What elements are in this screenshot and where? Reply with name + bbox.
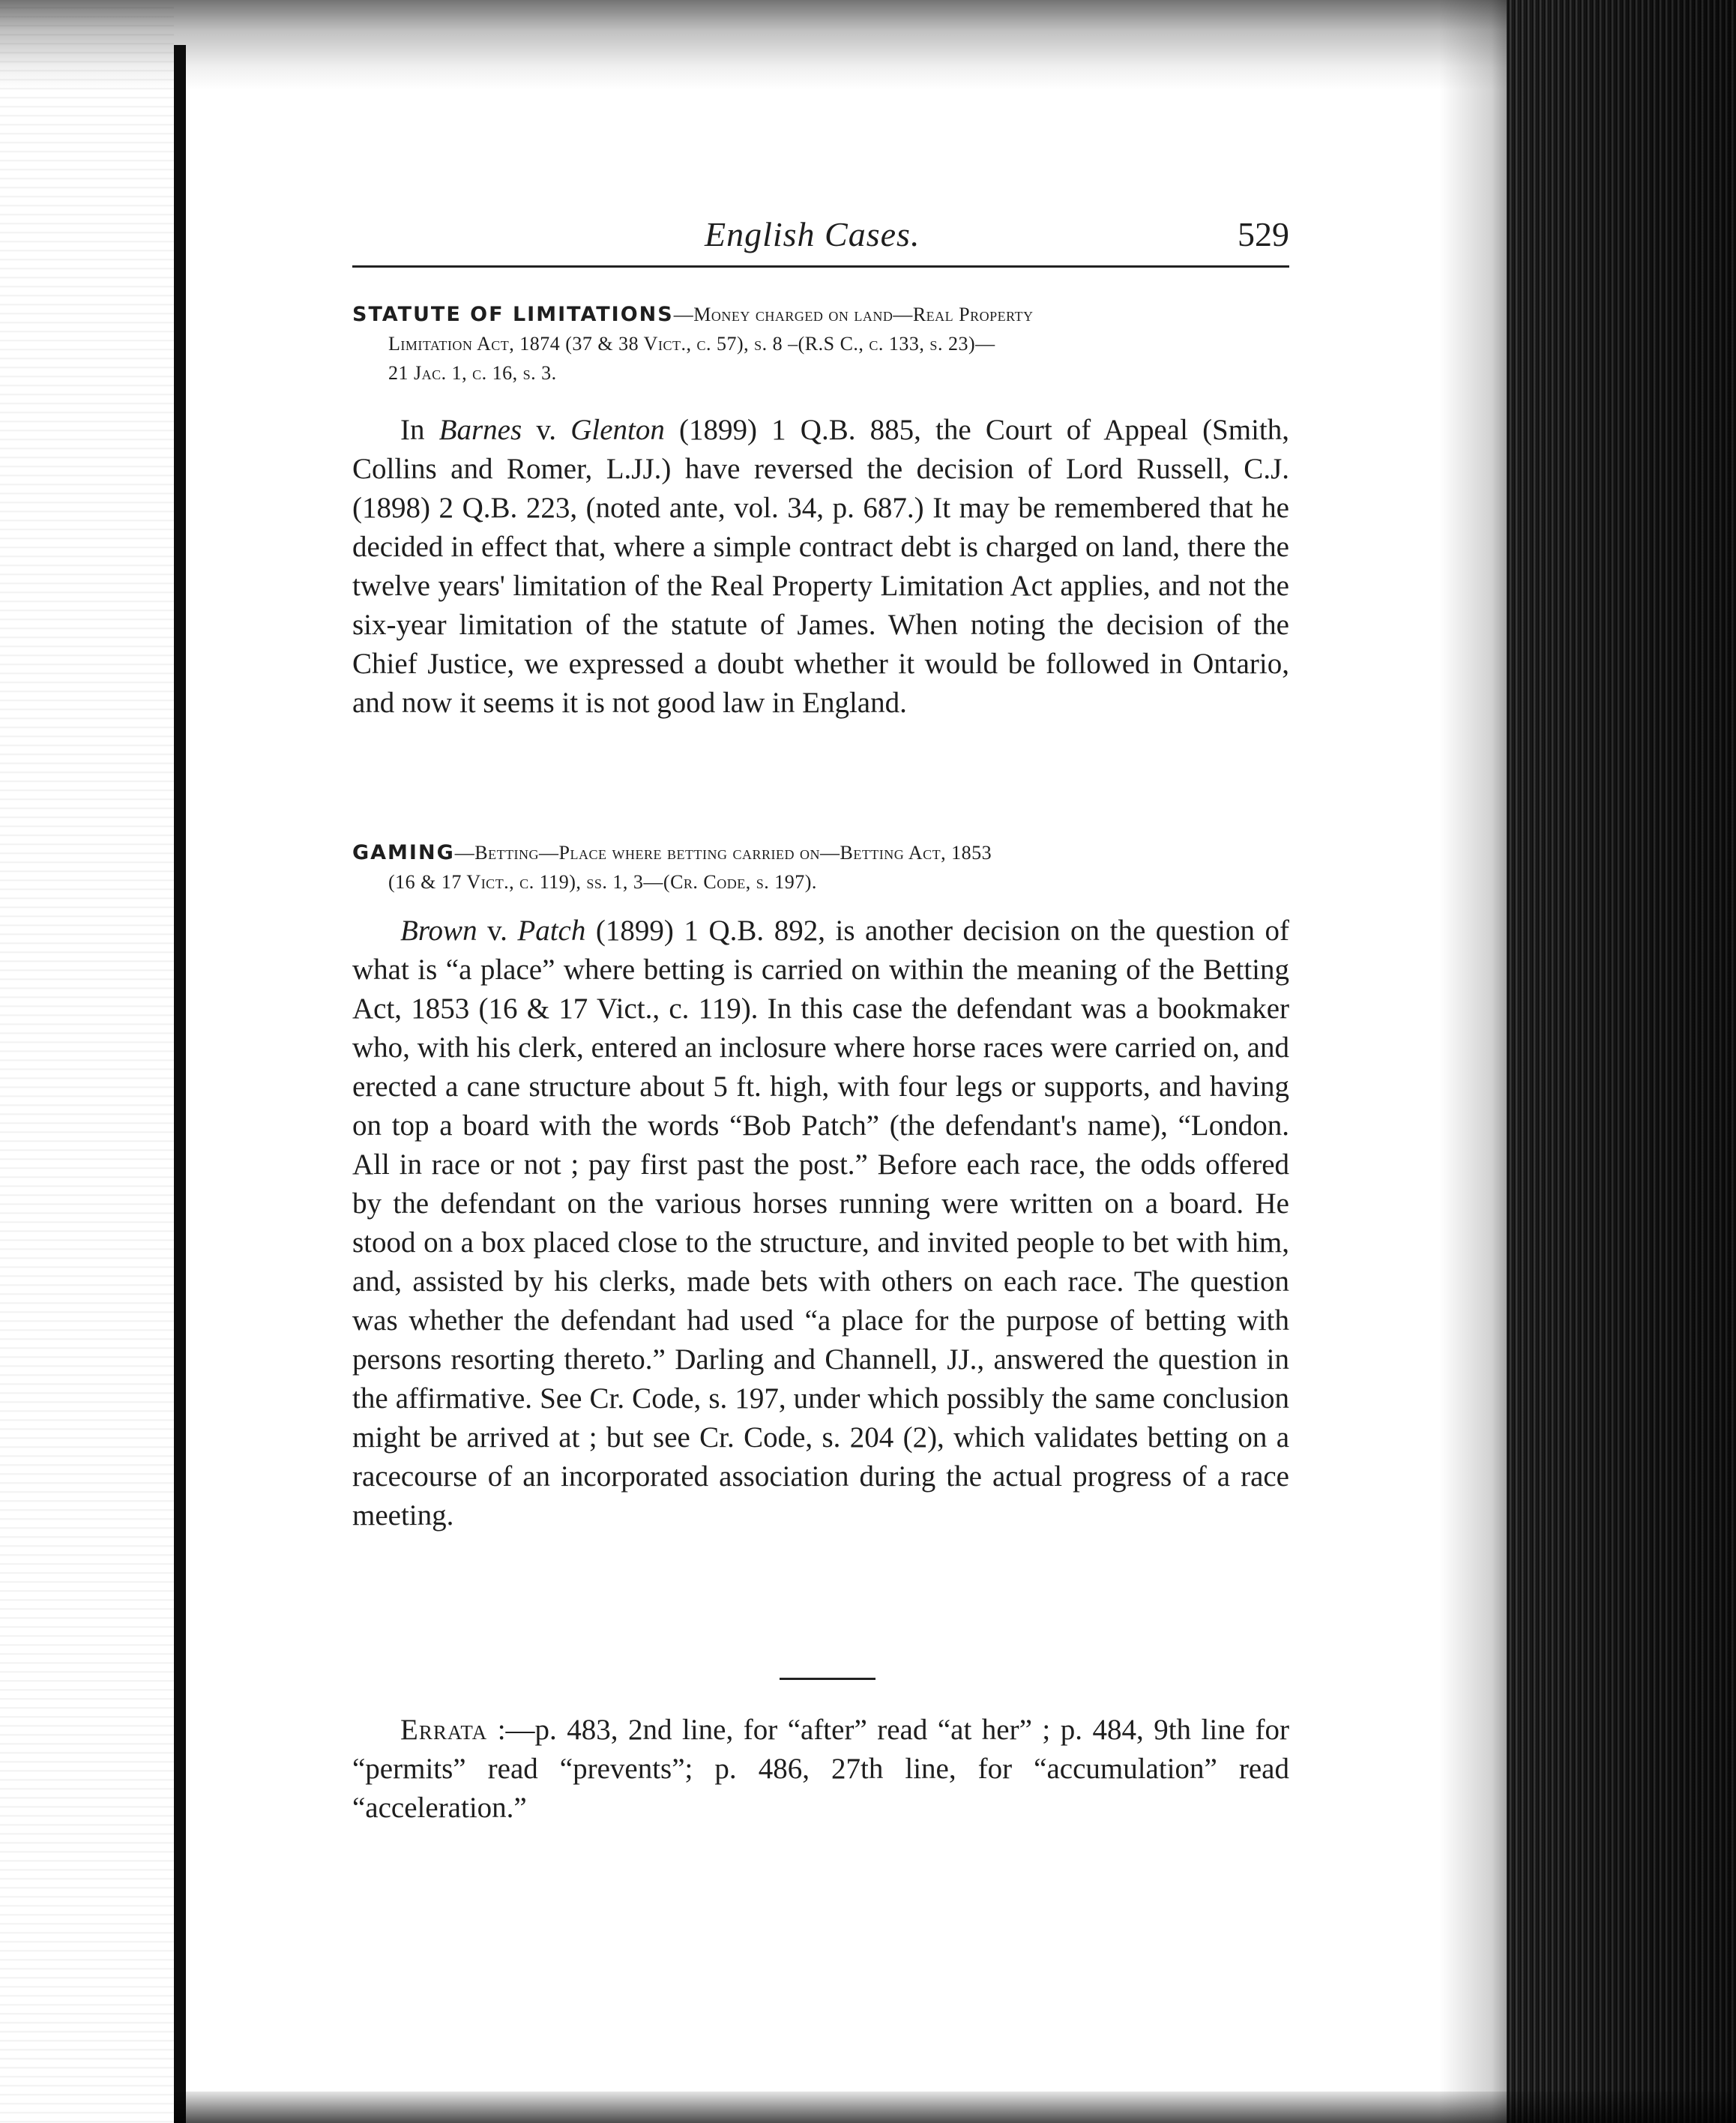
scan-left-margin bbox=[0, 0, 174, 2123]
errata-label: Errata bbox=[400, 1714, 488, 1746]
paragraph-barnes-glenton bbox=[352, 411, 1289, 723]
page-header bbox=[352, 214, 1289, 259]
page-number: 529 bbox=[1238, 215, 1289, 253]
para-body: (1899) 1 Q.B. 892, is another decision on the question of what is “a place” where betting is carried on within the meaning of the Betting Act, 1853 (16 & 17 Vict., c. 119). In this case the defendant was a bookmaker who, with his clerk, entered an inclosure where horse races were carried on, and erected a cane structure about 5 ft. high, with four legs or supports, and having on top a board with the words “Bob Patch” (the defendant's name), “London. All in race or not ; pay first past the post.” Before each race, the odds offered by the defendant on the various horses running were written on a board. He stood on a box placed close to the structure, and invited people to bet with him, and, assisted by his clerks, made bets with others on each race. The question was whether the defendant had used “a place for the purpose of betting with persons resorting thereto.” Darling and Channell, JJ., answered the question in the affirmative. See Cr. Code, s. 197, under which possibly the same conclusion might be arrived at ; but see Cr. Code, s. 204 (2), which validates betting on a racecourse of an incorporated association during the actual progress of a race meeting. bbox=[352, 915, 1289, 1532]
para-prefix: In bbox=[400, 414, 425, 446]
heading-rest: —Betting—Place where betting carried on—Betting Act, 1853 bbox=[454, 842, 992, 864]
case-party-2: Glenton bbox=[570, 414, 665, 446]
section-divider bbox=[780, 1678, 875, 1680]
scan-bottom-edge bbox=[174, 2092, 1736, 2123]
section-heading-gaming bbox=[352, 838, 1289, 897]
heading-rest: —Money charged on land—Real Property bbox=[673, 304, 1034, 325]
case-party-1: Barnes bbox=[438, 414, 522, 446]
heading-lead: GAMING bbox=[352, 841, 455, 864]
paragraph-brown-patch bbox=[352, 912, 1289, 1535]
section-heading-limitations bbox=[352, 300, 1289, 388]
para-body: (1899) 1 Q.B. 885, the Court of Appeal (Smith, Collins and Romer, L.JJ.) have reversed the decision of Lord Russell, C.J. (1898) 2 Q.B. 223, (noted ante, vol. 34, p. 687.) It may be remembered that he decided in effect that, where a simple contract debt is charged on land, there the twelve years' limitation of the Real Property Limitation Act applies, and not the six-year limitation of the statute of James. When noting the decision of the Chief Justice, we expressed a doubt whether it would be followed in Ontario, and now it seems it is not good law in England. bbox=[352, 414, 1290, 719]
errata-body: :—p. 483, 2nd line, for “after” read “at her” ; p. 484, 9th line for “permits” read “prevents”; p. 486, 27th line, for “accumulation” read “acceleration.” bbox=[352, 1714, 1290, 1824]
header-rule bbox=[352, 265, 1289, 268]
scan-page-edges bbox=[1507, 0, 1736, 2123]
scan-binding-edge bbox=[174, 45, 186, 2123]
heading-line-3: 21 Jac. 1, c. 16, s. 3. bbox=[388, 362, 557, 384]
heading-line-2: (16 & 17 Vict., c. 119), ss. 1, 3—(Cr. Code, s. 197). bbox=[388, 871, 817, 893]
running-title: English Cases. bbox=[705, 215, 920, 253]
case-party-1: Brown bbox=[400, 915, 477, 947]
heading-lead: STATUTE OF LIMITATIONS bbox=[352, 303, 674, 326]
case-versus: v. bbox=[536, 414, 557, 446]
case-versus: v. bbox=[487, 915, 507, 947]
case-party-2: Patch bbox=[517, 915, 586, 947]
scan-right-shadow bbox=[1439, 0, 1514, 2123]
heading-line-2: Limitation Act, 1874 (37 & 38 Vict., c. 57), s. 8 –(R.S C., c. 133, s. 23)— bbox=[388, 333, 995, 355]
errata-paragraph bbox=[352, 1711, 1289, 1828]
